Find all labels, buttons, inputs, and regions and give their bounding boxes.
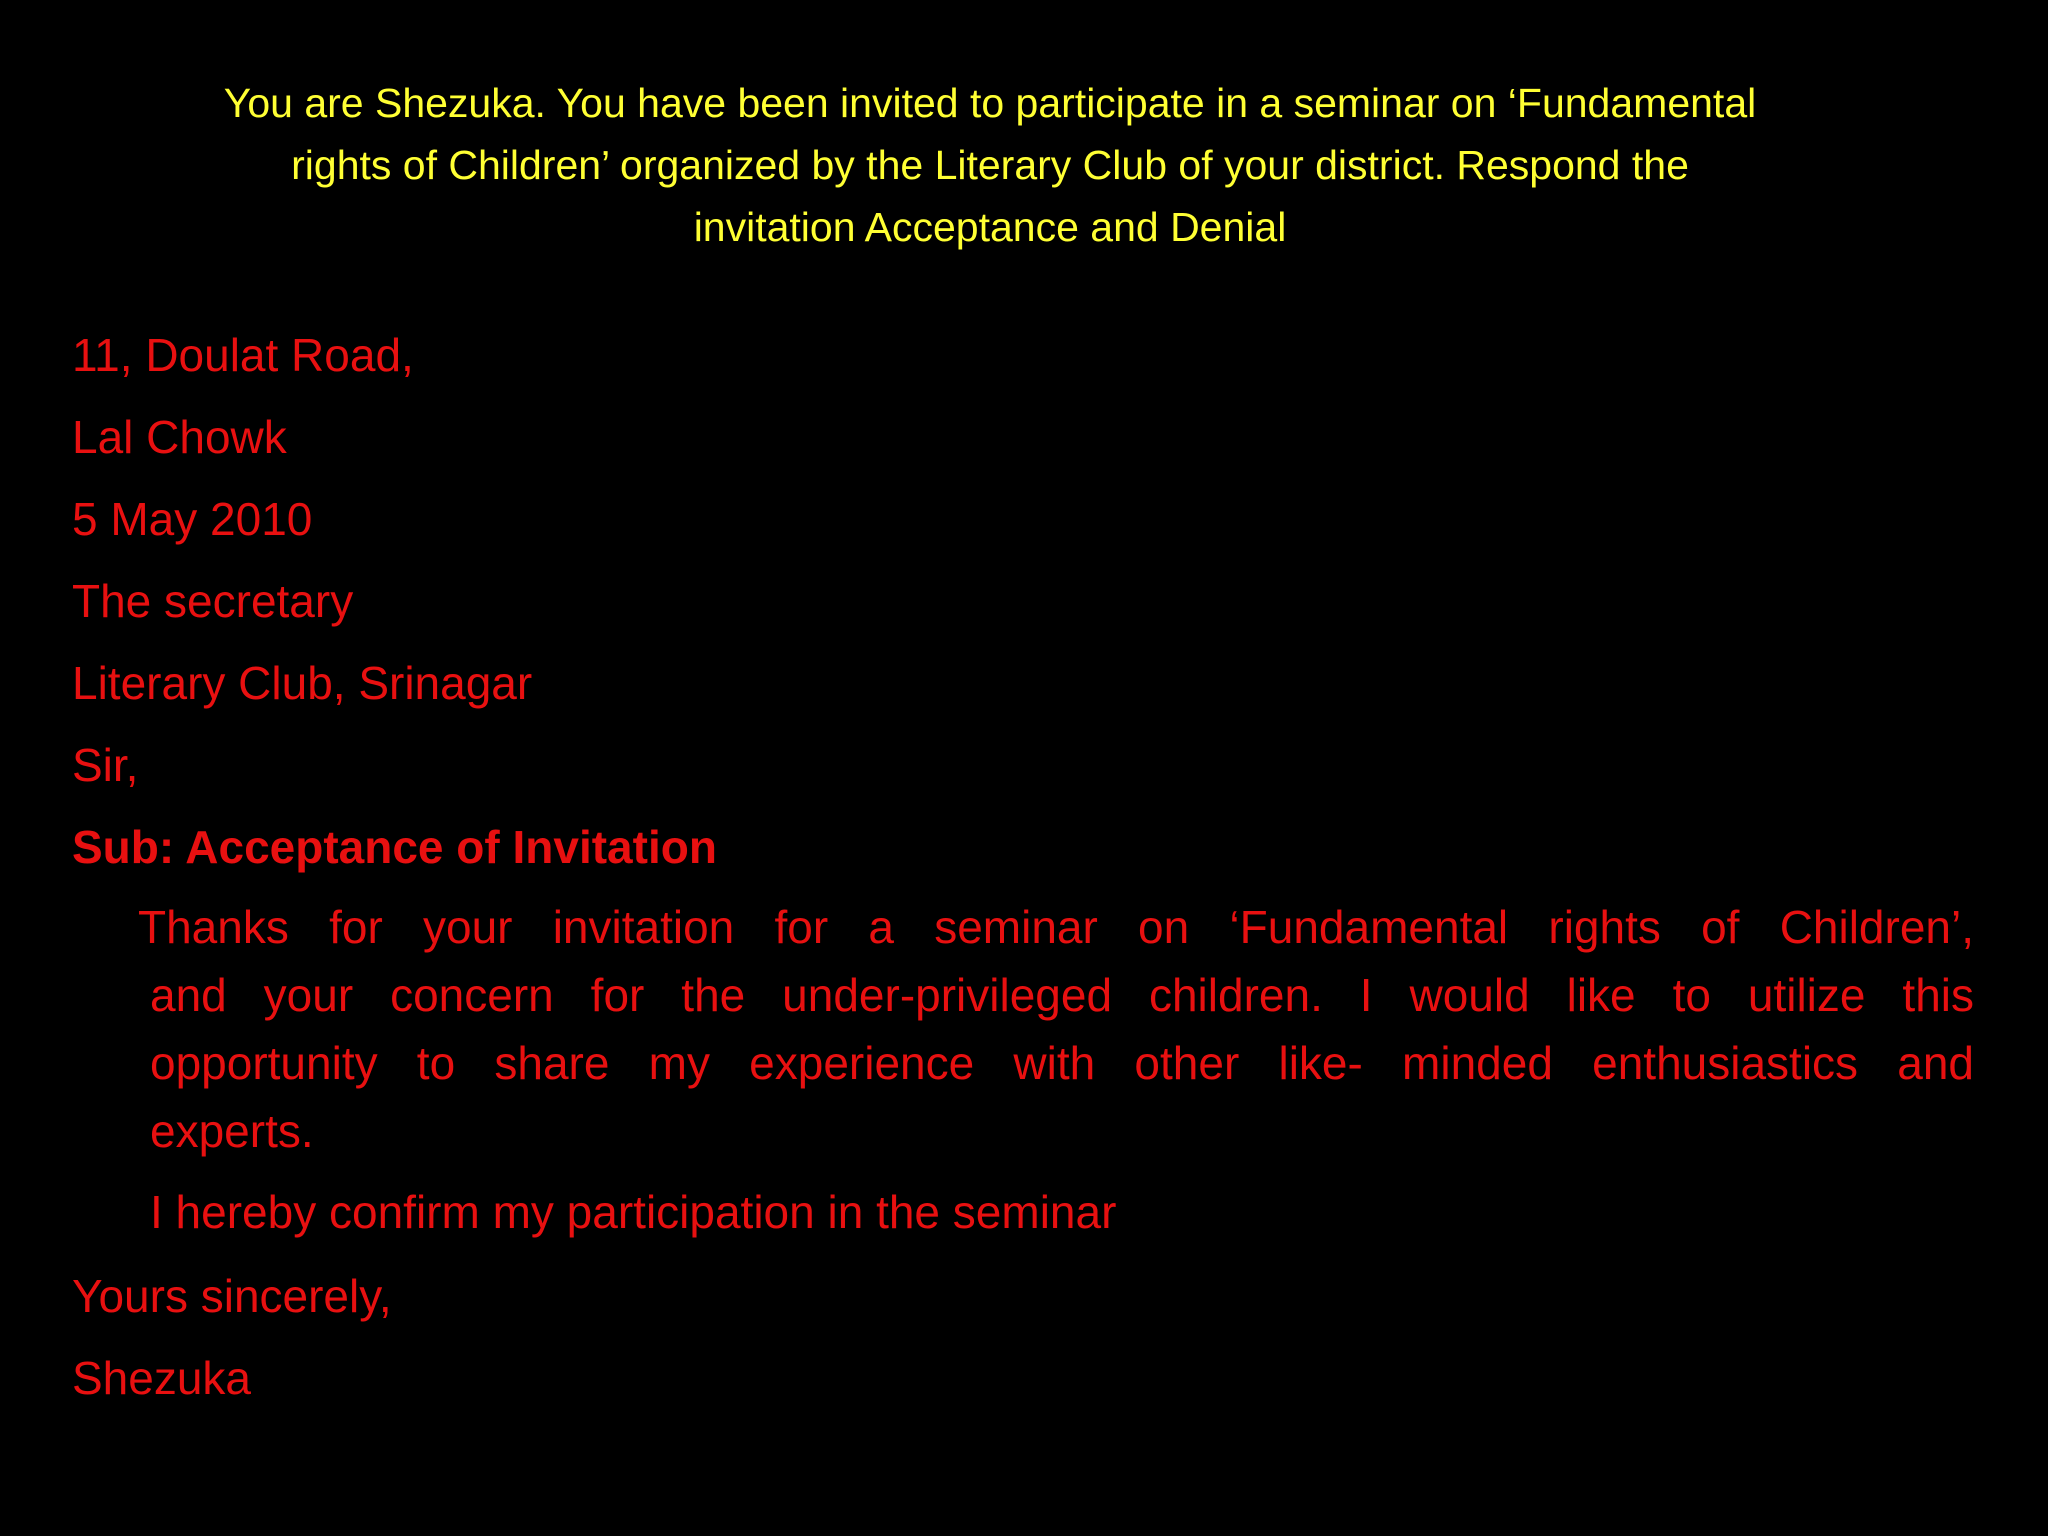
letter-date: 5 May 2010: [72, 493, 313, 545]
body-line-4: experts.: [150, 1105, 314, 1157]
body-line-3: opportunity to share my experience with other like- minded enthusiastics and: [150, 1037, 1974, 1089]
body-line-2: and your concern for the under-privileged children. I would like to utilize this: [150, 969, 1974, 1021]
confirmation-line: I hereby confirm my participation in the seminar: [150, 1186, 1117, 1238]
body-line-1: Thanks for your invitation for a seminar on ‘Fundamental rights of Children’,: [138, 901, 1974, 953]
salutation: Sir,: [72, 739, 139, 791]
subject-line: Sub: Acceptance of Invitation: [72, 821, 717, 873]
prompt-line-3: invitation Acceptance and Denial: [693, 204, 1287, 250]
closing: Yours sincerely,: [72, 1270, 392, 1322]
assignment-prompt: [100, 72, 1880, 258]
sender-address-line-1: 11, Doulat Road,: [72, 329, 414, 381]
sender-address-line-2: Lal Chowk: [72, 411, 287, 463]
letter-body-paragraph: [138, 893, 1974, 1165]
signature: Shezuka: [72, 1352, 252, 1404]
prompt-line-1: You are Shezuka. You have been invited to participate in a seminar on ‘Fundamental: [223, 80, 1757, 126]
recipient-title: The secretary: [72, 575, 354, 627]
prompt-line-2: rights of Children’ organized by the Literary Club of your district. Respond the: [291, 142, 1689, 188]
recipient-organization: Literary Club, Srinagar: [72, 657, 533, 709]
